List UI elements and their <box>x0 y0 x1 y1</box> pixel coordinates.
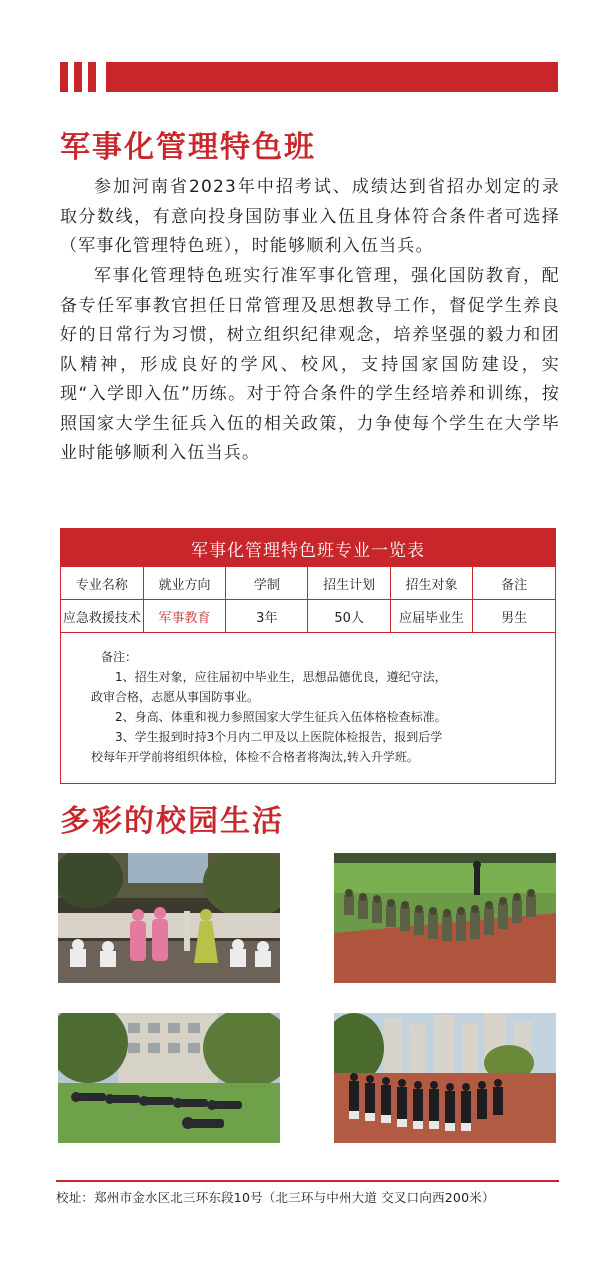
top-banner <box>60 62 558 92</box>
header-major: 专业名称 <box>61 567 143 600</box>
cell-major: 应急救援技术 <box>61 600 143 633</box>
banner-stripe <box>60 62 68 92</box>
footer-divider <box>56 1180 559 1182</box>
banner-stripe <box>74 62 82 92</box>
school-address: 校址：郑州市金水区北三环东段10号（北三环与中州大道 交叉口向西200米） <box>56 1190 495 1205</box>
photo-military-drill <box>334 853 556 983</box>
photo-dance-performance <box>58 853 280 983</box>
header-target: 招生对象 <box>390 567 472 600</box>
photo-marching-formation <box>334 1013 556 1143</box>
table-row <box>61 600 555 633</box>
table-header-row <box>61 567 555 600</box>
notes-title: 备注： <box>101 650 138 664</box>
campus-life-title: 多彩的校园生活 <box>60 804 284 839</box>
note-1-cont: 政审合格，志愿从事国防事业。 <box>91 690 260 704</box>
banner-stripe <box>88 62 96 92</box>
majors-table-panel <box>60 528 556 784</box>
table-notes <box>61 637 555 767</box>
cell-remark: 男生 <box>473 600 555 633</box>
description-paragraph: 军事化管理特色班实行准军事化管理，强化国防教育，配备专任军事教官担任日常管理及思想教导工作，督促学生养良好的日常行为习惯，树立组织纪律观念，培养坚强的毅力和团队精神，形成良好的学风、校风，支持国家国防建设，实现“入学即入伍”历练。对于符合条件的学生经培养和训练，按照国家大学生征兵入伍的相关政策，力争使每个学生在大学毕业时能够顺利入伍当兵。 <box>60 266 560 463</box>
note-1: 1、招生对象，应往届初中毕业生，思想品德优良，遵纪守法， <box>115 670 447 684</box>
majors-table <box>61 567 555 633</box>
banner-bar <box>106 62 558 92</box>
header-quota: 招生计划 <box>308 567 390 600</box>
header-duration: 学制 <box>226 567 308 600</box>
note-3-cont: 校每年开学前将组织体检，体检不合格者将淘汰,转入升学班。 <box>91 750 419 764</box>
cell-quota: 50人 <box>308 600 390 633</box>
cell-career: 军事教育 <box>143 600 225 633</box>
intro-paragraph: 参加河南省2023年中招考试、成绩达到省招办划定的录取分数线，有意向投身国防事业入伍且身体符合条件者可选择（军事化管理特色班），时能够顺利入伍当兵。 <box>60 177 560 256</box>
cell-duration: 3年 <box>226 600 308 633</box>
header-remark: 备注 <box>473 567 555 600</box>
header-career: 就业方向 <box>143 567 225 600</box>
note-2: 2、身高、体重和视力参照国家大学生征兵入伍体格检查标准。 <box>115 710 447 724</box>
cell-target: 应届毕业生 <box>390 600 472 633</box>
majors-table-title: 军事化管理特色班专业一览表 <box>61 529 555 567</box>
military-class-title: 军事化管理特色班 <box>60 130 316 165</box>
note-3: 3、学生报到时持3个月内二甲及以上医院体检报告，报到后学 <box>115 730 443 744</box>
photo-pushup-training <box>58 1013 280 1143</box>
